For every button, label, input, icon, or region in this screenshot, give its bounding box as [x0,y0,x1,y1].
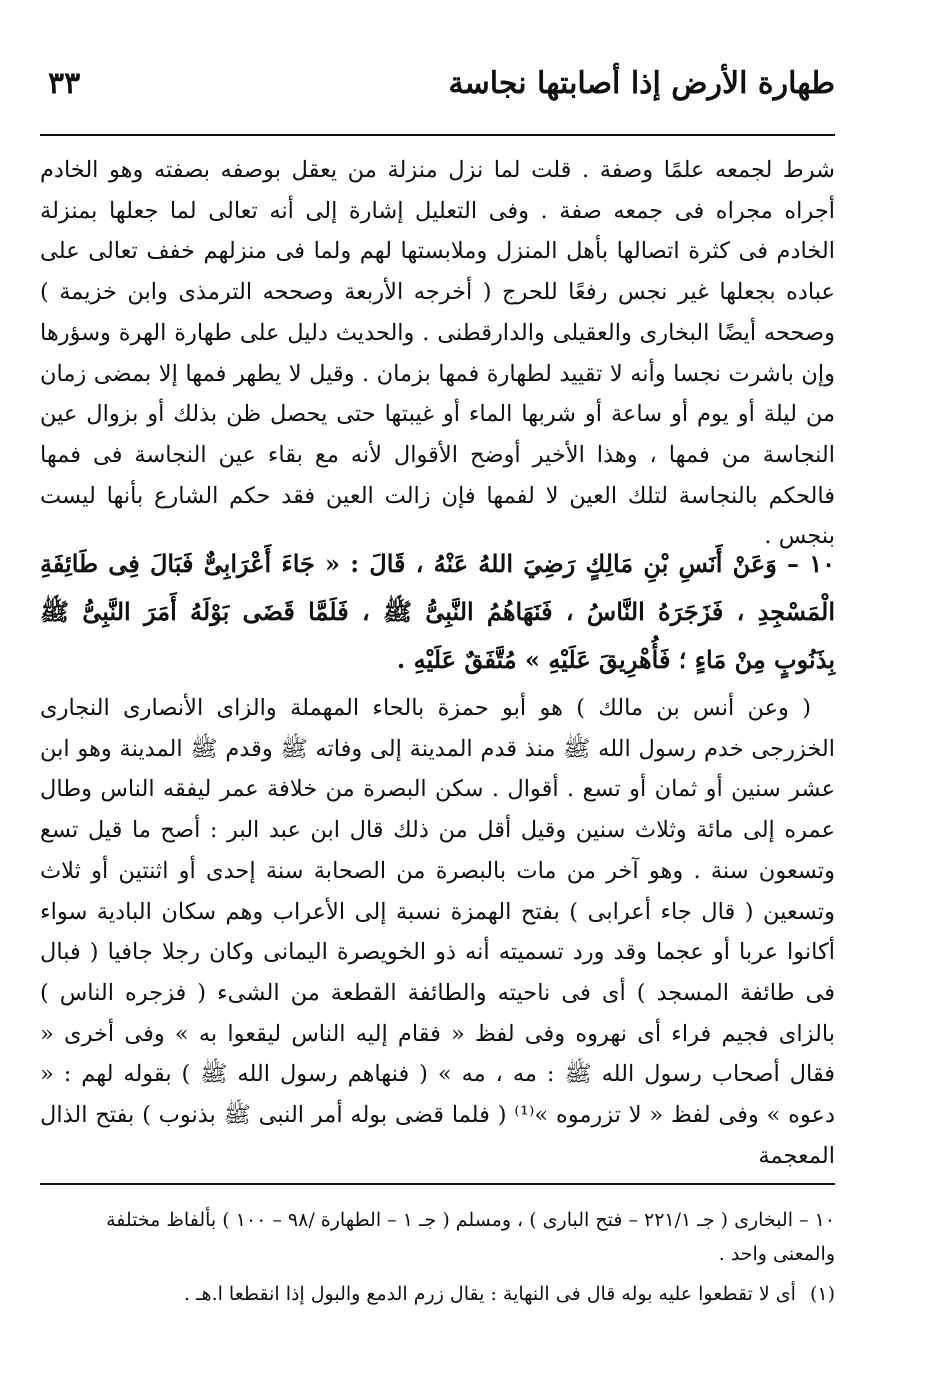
header-rule [40,134,835,136]
hadith-block [40,540,835,684]
page-header [40,66,835,122]
commentary-text: ( وعن أنس بن مالك ) هو أبو حمزة بالحاء المهملة والزاى الأنصارى النجارى الخزرجى خدم رسول الله ﷺ منذ قدم المدينة إلى وفاته ﷺ وقدم ﷺ المدينة وهو ابن عشر سنين أو ثمان أو تسع . أقوال . سكن البصرة من خلافة عمر ليفقه الناس وطال عمره إلى مائة وثلاث سنين وقيل أقل من ذلك قال ابن عبد البر : أصح ما قيل تسع وتسعون سنة . وهو آخر من مات بالبصرة من الصحابة سنة إحدى أو اثنتين أو ثلاث وتسعين ( قال جاء أعرابى ) بفتح الهمزة نسبة إلى الأعراب وهم سكان البادية سواء أكانوا عربا أو عجما وقد ورد تسميته أنه ذو الخويصرة اليمانى وكان رجلا جافيا ( فبال فى طائفة المسجد ) أى فى ناحيته والطائفة القطعة من الشىء ( فزجره الناس ) بالزاى فجيم فراء أى نهروه وفى لفظ « فقام إليه الناس ليقعوا به » وفى أخرى « فقال أصحاب رسول الله ﷺ : مه ، مه » ( فنهاهم رسول الله ﷺ ) بقوله لهم : « دعوه » وفى لفظ « لا تزرموه »⁽¹⁾ ( فلما قضى بوله أمر النبى ﷺ بذنوب ) بفتح الذال المعجمة [40,695,835,1169]
main-text-block [40,150,835,557]
footnote-rule [40,1183,835,1185]
footnote-hadith-source: ١٠ – البخارى ( جـ ٢٢١/١ – فتح البارى ) ، ومسلم ( جـ ١ – الطهارة /٩٨ – ١٠٠ ) بألفاظ مختلفة والمعنى واحد . [106,1209,835,1265]
footnote-1-marker: (١) [809,1283,835,1305]
body-paragraph: شرط لجمعه علمًا وصفة . قلت لما نزل منزلة من يعقل بوصفه بصفته وهو الخادم أجراه مجراه فى جمعه صفة . وفى التعليل إشارة إلى أنه تعالى لما جعلها بمنزلة الخادم فى كثرة اتصالها بأهل المنزل وملابستها لهم ولما فى منزلهم خفف تعالى على عباده بجعلها غير نجس رفعًا للحرج ( أخرجه الأربعة وصححه الترمذى وابن خزيمة ) وصححه أيضًا البخارى والعقيلى والدارقطنى . والحديث دليل على طهارة الهرة وسؤرها وإن باشرت نجسا وأنه لا تقييد لطهارة فمها بزمان . وقيل لا يطهر فمها إلا بمضى زمان من ليلة أو يوم أو ساعة أو شربها الماء أو غيبتها حتى يحصل ظن بذلك أو بزوال عين النجاسة من فمها ، وهذا الأخير أوضح الأقوال لأنه مع بقاء عين النجاسة فى فمها فالحكم بالنجاسة لتلك العين لا لفمها فإن زالت العين فقد حكم الشارع بأنها ليست بنجس . [40,157,835,550]
footnote-1-text: أى لا تقطعوا عليه بوله قال فى النهاية : يقال زرم الدمع والبول إذا انقطعا ا.هـ . [183,1283,796,1305]
running-title: طهارة الأرض إذا أصابتها نجاسة [448,66,835,101]
hadith-text: ١٠ – وَعَنْ أَنَسِ بْنِ مَالِكٍ رَضِيَ اللهُ عَنْهُ ، قَالَ : « جَاءَ أَعْرَابِىٌّ فَبَالَ فِى طَائِفَةِ الْمَسْجِدِ ، فَزَجَرَهُ النَّاسُ ، فَنَهَاهُمُ النَّبِىُّ ﷺ ، فَلَمَّا قَضَى بَوْلَهُ أَمَرَ النَّبِىُّ ﷺ بِذَنُوبٍ مِنْ مَاءٍ ؛ فَأُهْرِيقَ عَلَيْهِ » مُتَّفَقٌ عَلَيْهِ . [40,549,836,674]
footnotes [40,1203,835,1317]
footnote-1 [40,1277,835,1311]
commentary-block [40,688,835,1176]
page-number: ٣٣ [48,66,81,101]
